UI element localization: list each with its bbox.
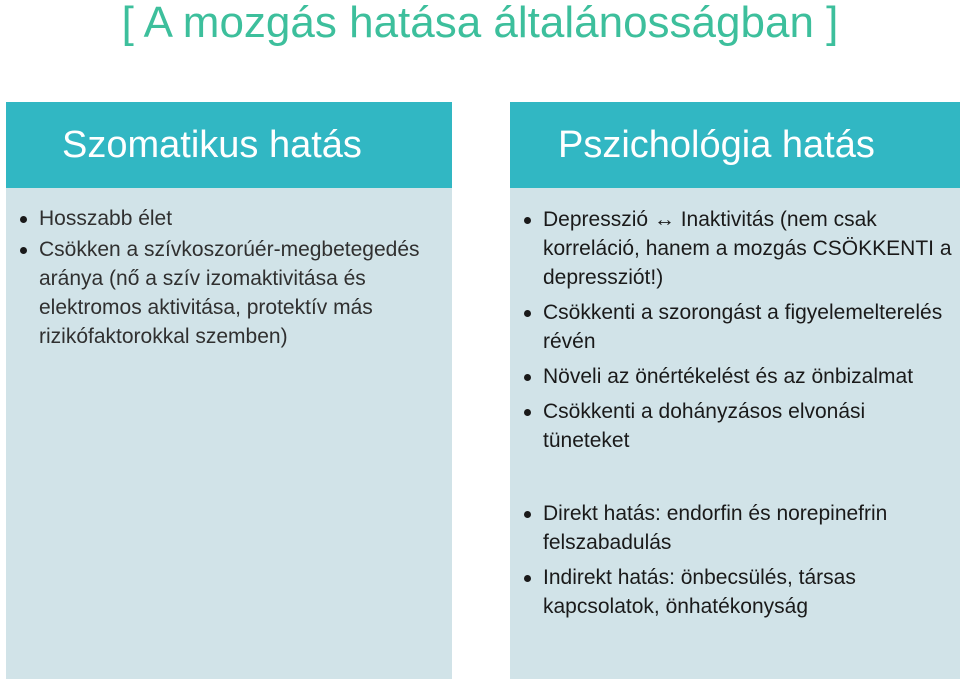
list-item: Csökkenti a szorongást a figyelemelterelés révén [523, 298, 952, 356]
somatic-list [6, 188, 452, 351]
mechanism-list [510, 461, 960, 621]
somatic-heading: Szomatikus hatás [6, 102, 452, 188]
somatic-panel [6, 102, 452, 679]
list-item: Depresszió ↔ Inaktivitás (nem csak korreláció, hanem a mozgás CSÖKKENTI a depressziót!) [523, 205, 952, 292]
list-item: Direkt hatás: endorfin és norepinefrin felszabadulás [523, 499, 952, 557]
list-item: Csökken a szívkoszorúér-megbetegedés aránya (nő a szív izomaktivitása és elektromos aktivitása, protektív más rizikófaktorokkal szemben) [19, 235, 440, 351]
psychological-panel [510, 102, 960, 679]
list-item: Csökkenti a dohányzásos elvonási tüneteket [523, 397, 952, 455]
list-item: Növeli az önértékelést és az önbizalmat [523, 362, 952, 391]
psychological-list [510, 188, 960, 455]
slide-title: [ A mozgás hatása általánosságban ] [121, 0, 839, 47]
psychological-heading: Pszichológia hatás [510, 102, 960, 188]
list-item: Hosszabb élet [19, 204, 440, 233]
list-item: Indirekt hatás: önbecsülés, társas kapcsolatok, önhatékonyság [523, 563, 952, 621]
